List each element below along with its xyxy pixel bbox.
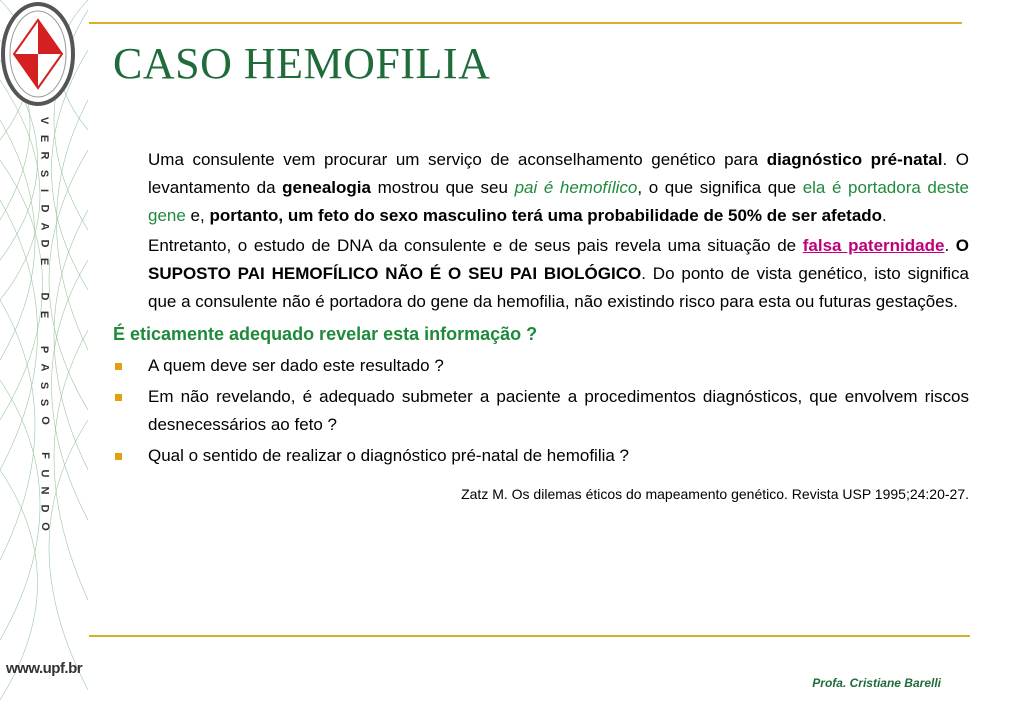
sidebar-letter: U [38,469,51,478]
sidebar-letter: R [38,151,51,160]
question-list [113,352,969,470]
university-name-vertical [34,62,54,532]
text-segment: . [882,206,887,225]
square-bullet-icon [115,453,122,460]
sidebar-letter: A [38,222,51,231]
case-description-paragraph [113,146,969,230]
sidebar-letter: D [38,204,51,213]
text-segment: . Do ponto de vista genético, isto significa que a consulente não é portadora do gene da hemofilia, não existindo risco para esta ou futuras gestações. [148,264,969,311]
sidebar-letter: S [38,399,51,407]
highlighted-text: pai é hemofílico [514,178,638,197]
sidebar-letter: O [38,521,51,531]
sidebar-letter: A [38,363,51,372]
bottom-divider [89,635,970,637]
website-url[interactable]: www.upf.br [6,660,83,677]
bold-text: diagnóstico pré-natal [766,150,943,169]
university-sidebar [0,0,88,708]
text-segment: e, [185,206,210,225]
bold-text: O SUPOSTO PAI HEMOFÍLICO NÃO É O SEU PAI BIOLÓGICO [148,236,970,283]
square-bullet-icon [115,363,122,370]
false-paternity-link[interactable]: falsa paternidade [802,236,945,255]
highlighted-text: ela é portadora deste gene [148,178,969,225]
sidebar-letter: I [38,189,51,193]
text-segment: Entretanto, o estudo de DNA da consulente e de seus pais revela uma situação de [148,236,803,255]
sidebar-letter: O [38,416,51,425]
sidebar-letter: D [38,292,51,301]
list-item-text: Qual o sentido de realizar o diagnóstico pré-natal de hemofilia ? [148,446,630,465]
text-segment: Uma consulente vem procurar um serviço de aconselhamento genético para [148,150,767,169]
ethical-question-heading: É eticamente adequado revelar esta informação ? [113,324,538,344]
text-segment: . O levantamento da [148,150,969,197]
university-logo-icon [0,0,76,108]
sidebar-letter: E [38,310,51,319]
dna-finding-paragraph [113,232,969,316]
sidebar-letter: F [38,452,51,459]
text-segment: , o que significa que [637,178,803,197]
sidebar-letter: N [38,486,51,495]
text-segment: mostrou que seu [370,178,515,197]
sidebar-letter: S [38,381,51,389]
square-bullet-icon [115,394,122,401]
list-item-text: A quem deve ser dado este resultado ? [148,356,444,375]
list-item [113,383,969,439]
author-footer: Profa. Cristiane Barelli [812,676,941,690]
bold-text: genealogia [282,178,371,197]
list-item [113,442,969,470]
top-divider [89,22,962,24]
list-item [113,352,969,380]
sidebar-letter: P [38,346,51,354]
sidebar-letter: S [38,169,51,178]
slide-title: CASO HEMOFILIA [113,39,491,88]
bold-text: portanto, um feto do sexo masculino terá uma probabilidade de 50% de ser afetado [209,206,883,225]
sidebar-letter: E [38,257,51,266]
sidebar-letter: E [38,134,51,142]
sidebar-letter: D [38,239,51,248]
sidebar-letter: D [38,504,51,513]
text-segment: . [944,236,956,255]
list-item-text: Em não revelando, é adequado submeter a paciente a procedimentos diagnósticos, que envolvem riscos desnecessários ao feto ? [148,387,969,434]
sidebar-letter: V [38,116,51,125]
citation-reference: Zatz M. Os dilemas éticos do mapeamento genético. Revista USP 1995;24:20-27. [461,486,969,502]
slide-content [113,146,969,504]
